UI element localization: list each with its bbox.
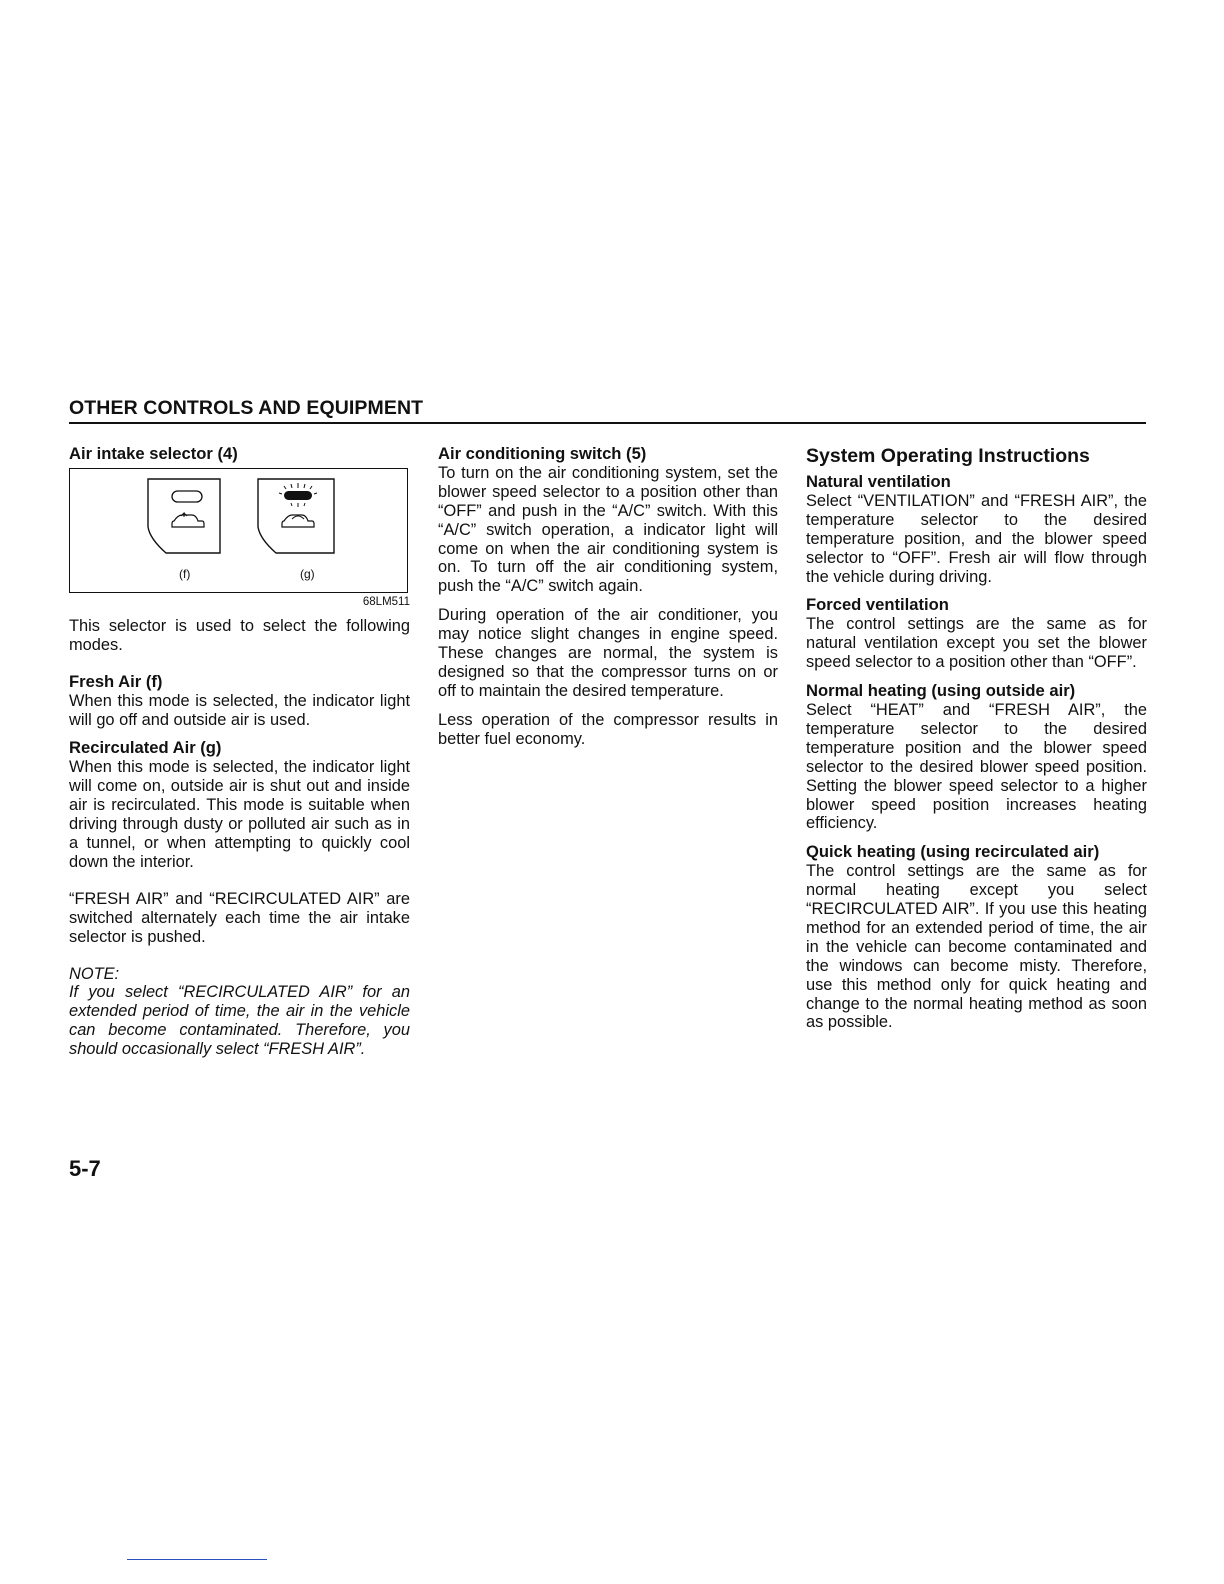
footer-divider [127, 1559, 267, 1560]
normal-heating-title: Normal heating (using outside air) [806, 681, 1076, 701]
system-operating-title: System Operating Instructions [806, 445, 1090, 467]
fresh-air-switch-icon [148, 479, 220, 553]
forced-ventilation-text: The control settings are the same as for natural ventilation except you set the blower speed selector to a position other than “OFF”. [806, 615, 1147, 672]
quick-heating-text: The control settings are the same as for normal heating except you select “RECIRCULATED AIR”. If you use this heating method for an extended period of time, the air in the vehicle can become contaminated and the windows can become misty. Therefore, use this method only for quick heating and change to the normal heating method as soon as possible. [806, 862, 1147, 1032]
figure-label-g: (g) [300, 566, 315, 581]
section-header [69, 397, 1146, 424]
column-air-conditioning [438, 445, 778, 749]
figure-code: 68LM511 [362, 595, 410, 608]
ac-switch-heading: Air conditioning switch (5) [438, 444, 647, 463]
natural-ventilation-text: Select “VENTILATION” and “FRESH AIR”, the temperature selector to the desired temperature position, and the blower speed selector to “OFF”. Fresh air will flow through the vehicle during driving. [806, 491, 1147, 586]
column-air-intake [69, 445, 410, 1059]
air-intake-intro: This selector is used to select the following modes. [69, 616, 410, 654]
natural-ventilation-title: Natural ventilation [806, 472, 951, 491]
recirculated-air-switch-icon [258, 479, 334, 553]
quick-heating-title: Quick heating (using recirculated air) [806, 842, 1100, 862]
air-intake-figure [69, 468, 408, 593]
ac-switch-paragraph-2: During operation of the air conditioner, you may notice slight changes in engine speed. These changes are normal, the system is designed so that the compressor turns on or off to maintain the desired temperature. [438, 606, 778, 700]
air-intake-heading: Air intake selector (4) [69, 444, 238, 463]
note-text: If you select “RECIRCULATED AIR” for an extended period of time, the air in the vehicle can become contaminated. Therefore, you should occasionally select “FRESH AIR”. [69, 983, 410, 1059]
recirculated-air-title: Recirculated Air (g) [69, 738, 222, 758]
fresh-air-text: When this mode is selected, the indicator light will go off and outside air is used. [69, 691, 410, 729]
note-label: NOTE: [69, 964, 120, 983]
fresh-air-title: Fresh Air (f) [69, 671, 163, 691]
section-title: OTHER CONTROLS AND EQUIPMENT [69, 397, 424, 419]
ac-switch-paragraph-1: To turn on the air conditioning system, set the blower speed selector to a position other than “OFF” and push in the “A/C” switch. With this “A/C” switch operation, a indicator light will come on when the air conditioning system is on. To turn off the air conditioning system, push the “A/C” switch again. [438, 463, 778, 596]
normal-heating-text: Select “HEAT” and “FRESH AIR”, the temperature selector to the desired temperature position and the blower speed selector to the desired blower speed position. Setting the blower speed selector to a higher blower speed position increases heating efficiency. [806, 700, 1147, 833]
figure-label-f: (f) [179, 566, 191, 581]
air-intake-illustration [70, 469, 406, 591]
page-number: 5-7 [69, 1156, 101, 1181]
forced-ventilation-title: Forced ventilation [806, 595, 949, 615]
ac-switch-paragraph-3: Less operation of the compressor results in better fuel economy. [438, 710, 778, 748]
column-system-operating [806, 445, 1147, 1032]
recirculated-air-text: When this mode is selected, the indicator light will come on, outside air is shut out and inside air is recirculated. This mode is suitable when driving through dusty or polluted air such as in a tunnel, or when attempting to quickly cool down the interior. [69, 758, 410, 871]
switch-alternate-text: “FRESH AIR” and “RECIRCULATED AIR” are switched alternately each time the air intake selector is pushed. [69, 889, 410, 946]
